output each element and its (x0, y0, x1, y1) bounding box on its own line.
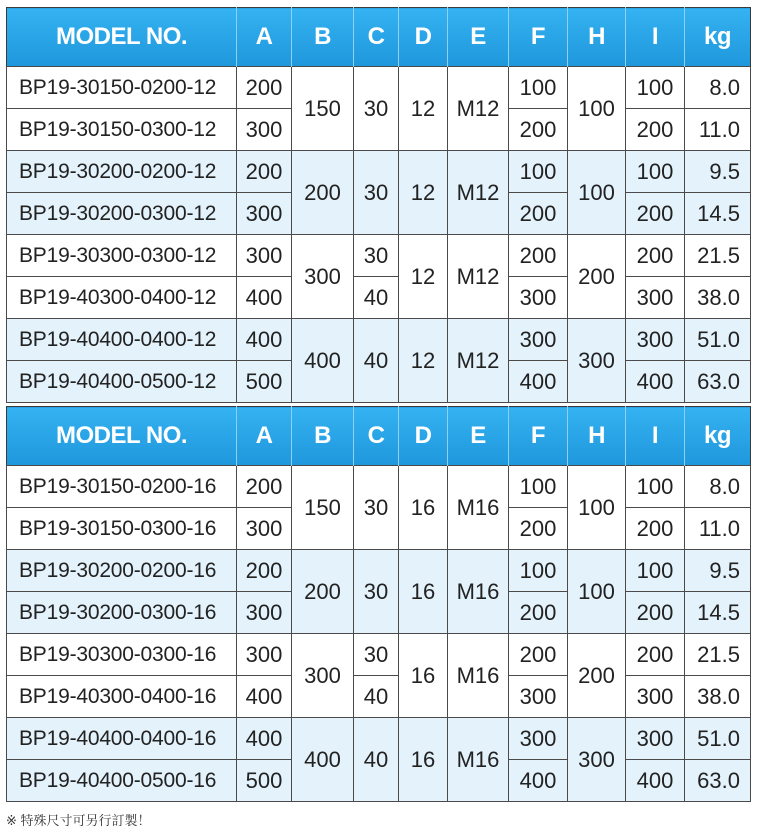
table-row (7, 151, 751, 193)
a-cell: 200 (237, 151, 292, 193)
a-cell: 300 (237, 235, 292, 277)
header-cell: H (568, 407, 626, 466)
model-cell: BP19-30150-0200-16 (7, 466, 237, 508)
kg-cell: 11.0 (685, 508, 751, 550)
i-cell: 100 (626, 550, 685, 592)
model-cell: BP19-30150-0300-16 (7, 508, 237, 550)
f-cell: 200 (509, 508, 568, 550)
model-cell: BP19-30150-0300-12 (7, 109, 237, 151)
i-cell: 200 (626, 508, 685, 550)
e-cell: M16 (448, 550, 509, 634)
header-cell: MODEL NO. (7, 407, 237, 466)
c-cell: 30 (354, 235, 399, 277)
h-cell: 300 (568, 319, 626, 403)
c-cell: 30 (354, 151, 399, 235)
model-cell: BP19-30200-0200-12 (7, 151, 237, 193)
i-cell: 200 (626, 634, 685, 676)
table-row (7, 277, 751, 319)
h-cell: 300 (568, 718, 626, 802)
a-cell: 400 (237, 676, 292, 718)
table-row (7, 634, 751, 676)
c-cell: 30 (354, 550, 399, 634)
kg-cell: 51.0 (685, 319, 751, 361)
f-cell: 400 (509, 760, 568, 802)
i-cell: 400 (626, 361, 685, 403)
c-cell: 30 (354, 466, 399, 550)
a-cell: 200 (237, 550, 292, 592)
kg-cell: 9.5 (685, 151, 751, 193)
h-cell: 200 (568, 235, 626, 319)
i-cell: 300 (626, 277, 685, 319)
kg-cell: 21.5 (685, 235, 751, 277)
header-cell: F (509, 8, 568, 67)
kg-cell: 21.5 (685, 634, 751, 676)
kg-cell: 11.0 (685, 109, 751, 151)
model-cell: BP19-40400-0500-16 (7, 760, 237, 802)
b-cell: 150 (292, 67, 354, 151)
table-row (7, 550, 751, 592)
e-cell: M12 (448, 319, 509, 403)
e-cell: M16 (448, 634, 509, 718)
c-cell: 40 (354, 319, 399, 403)
h-cell: 100 (568, 67, 626, 151)
header-cell: A (237, 407, 292, 466)
f-cell: 200 (509, 634, 568, 676)
b-cell: 400 (292, 319, 354, 403)
b-cell: 150 (292, 466, 354, 550)
d-cell: 16 (399, 466, 448, 550)
f-cell: 200 (509, 193, 568, 235)
header-cell: I (626, 407, 685, 466)
model-cell: BP19-40400-0500-12 (7, 361, 237, 403)
model-cell: BP19-30200-0200-16 (7, 550, 237, 592)
i-cell: 200 (626, 109, 685, 151)
b-cell: 200 (292, 151, 354, 235)
a-cell: 300 (237, 508, 292, 550)
a-cell: 400 (237, 319, 292, 361)
footnote: ※ 特殊尺寸可另行訂製！ (6, 813, 151, 828)
e-cell: M12 (448, 235, 509, 319)
kg-cell: 8.0 (685, 67, 751, 109)
header-cell: A (237, 8, 292, 67)
e-cell: M16 (448, 466, 509, 550)
kg-cell: 51.0 (685, 718, 751, 760)
model-cell: BP19-30200-0300-12 (7, 193, 237, 235)
kg-cell: 8.0 (685, 466, 751, 508)
model-cell: BP19-30300-0300-12 (7, 235, 237, 277)
header-cell: I (626, 8, 685, 67)
b-cell: 200 (292, 550, 354, 634)
a-cell: 300 (237, 634, 292, 676)
header-cell: D (399, 8, 448, 67)
model-cell: BP19-40300-0400-12 (7, 277, 237, 319)
d-cell: 16 (399, 634, 448, 718)
i-cell: 100 (626, 466, 685, 508)
d-cell: 12 (399, 319, 448, 403)
d-cell: 12 (399, 235, 448, 319)
f-cell: 300 (509, 319, 568, 361)
model-cell: BP19-30200-0300-16 (7, 592, 237, 634)
model-cell: BP19-40400-0400-12 (7, 319, 237, 361)
i-cell: 300 (626, 319, 685, 361)
h-cell: 200 (568, 634, 626, 718)
f-cell: 200 (509, 235, 568, 277)
a-cell: 400 (237, 277, 292, 319)
d-cell: 16 (399, 718, 448, 802)
header-row (7, 8, 751, 67)
header-cell: E (448, 8, 509, 67)
header-cell: D (399, 407, 448, 466)
e-cell: M16 (448, 718, 509, 802)
c-cell: 40 (354, 277, 399, 319)
a-cell: 200 (237, 67, 292, 109)
f-cell: 100 (509, 550, 568, 592)
model-cell: BP19-40300-0400-16 (7, 676, 237, 718)
a-cell: 300 (237, 109, 292, 151)
f-cell: 300 (509, 676, 568, 718)
h-cell: 100 (568, 550, 626, 634)
kg-cell: 9.5 (685, 550, 751, 592)
table-row (7, 466, 751, 508)
header-cell: kg (685, 8, 751, 67)
header-cell: kg (685, 407, 751, 466)
header-cell: F (509, 407, 568, 466)
header-cell: E (448, 407, 509, 466)
model-cell: BP19-30150-0200-12 (7, 67, 237, 109)
kg-cell: 14.5 (685, 592, 751, 634)
h-cell: 100 (568, 151, 626, 235)
a-cell: 500 (237, 361, 292, 403)
table-row (7, 319, 751, 361)
f-cell: 100 (509, 151, 568, 193)
d-cell: 12 (399, 151, 448, 235)
i-cell: 300 (626, 676, 685, 718)
c-cell: 30 (354, 67, 399, 151)
b-cell: 400 (292, 718, 354, 802)
table-row (7, 718, 751, 760)
header-cell: B (292, 8, 354, 67)
f-cell: 200 (509, 109, 568, 151)
c-cell: 30 (354, 634, 399, 676)
f-cell: 300 (509, 718, 568, 760)
table-row (7, 67, 751, 109)
kg-cell: 38.0 (685, 676, 751, 718)
f-cell: 100 (509, 67, 568, 109)
i-cell: 200 (626, 235, 685, 277)
table-row (7, 676, 751, 718)
c-cell: 40 (354, 676, 399, 718)
i-cell: 100 (626, 151, 685, 193)
header-cell: C (354, 8, 399, 67)
header-cell: C (354, 407, 399, 466)
i-cell: 300 (626, 718, 685, 760)
f-cell: 200 (509, 592, 568, 634)
header-row (7, 407, 751, 466)
a-cell: 300 (237, 592, 292, 634)
f-cell: 100 (509, 466, 568, 508)
i-cell: 200 (626, 193, 685, 235)
spec-table-m12 (6, 7, 751, 403)
e-cell: M12 (448, 67, 509, 151)
a-cell: 400 (237, 718, 292, 760)
header-cell: MODEL NO. (7, 8, 237, 67)
kg-cell: 63.0 (685, 760, 751, 802)
f-cell: 300 (509, 277, 568, 319)
kg-cell: 14.5 (685, 193, 751, 235)
model-cell: BP19-30300-0300-16 (7, 634, 237, 676)
a-cell: 200 (237, 466, 292, 508)
b-cell: 300 (292, 634, 354, 718)
kg-cell: 38.0 (685, 277, 751, 319)
a-cell: 500 (237, 760, 292, 802)
spec-table-m16 (6, 406, 751, 802)
d-cell: 12 (399, 67, 448, 151)
i-cell: 400 (626, 760, 685, 802)
model-cell: BP19-40400-0400-16 (7, 718, 237, 760)
header-cell: B (292, 407, 354, 466)
table-row (7, 235, 751, 277)
i-cell: 200 (626, 592, 685, 634)
f-cell: 400 (509, 361, 568, 403)
c-cell: 40 (354, 718, 399, 802)
b-cell: 300 (292, 235, 354, 319)
e-cell: M12 (448, 151, 509, 235)
d-cell: 16 (399, 550, 448, 634)
h-cell: 100 (568, 466, 626, 550)
a-cell: 300 (237, 193, 292, 235)
header-cell: H (568, 8, 626, 67)
i-cell: 100 (626, 67, 685, 109)
kg-cell: 63.0 (685, 361, 751, 403)
